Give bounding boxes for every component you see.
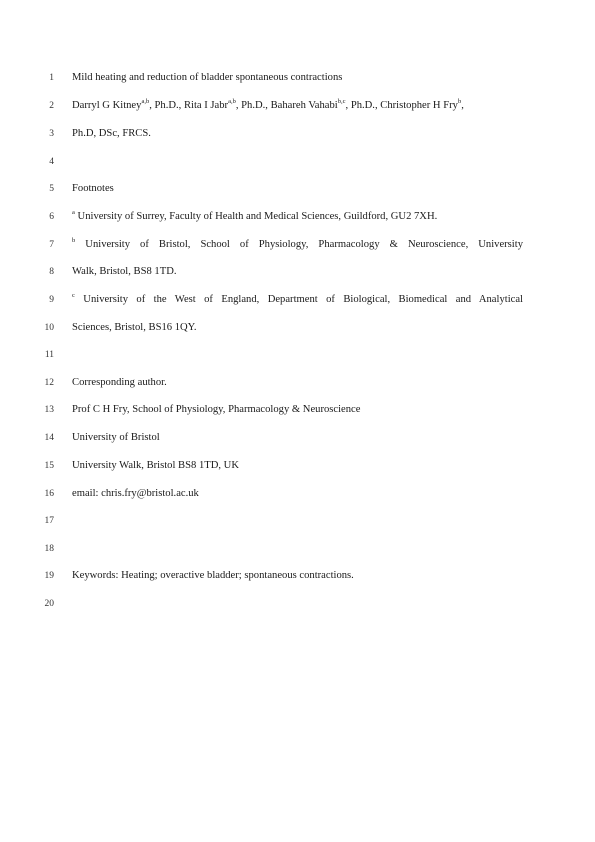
footnote-a bbox=[72, 207, 523, 227]
keywords: Keywords: Heating; overactive bladder; spontaneous contractions. bbox=[72, 570, 354, 581]
manuscript-line bbox=[0, 124, 595, 144]
line-number: 20 bbox=[44, 599, 54, 609]
line-number: 17 bbox=[44, 516, 54, 526]
line-number: 11 bbox=[44, 350, 54, 360]
author-degree: , bbox=[461, 100, 464, 111]
footnote-c-continuation: Sciences, Bristol, BS16 1QY. bbox=[72, 322, 197, 333]
manuscript-line bbox=[0, 456, 595, 476]
line-number: 1 bbox=[49, 73, 54, 83]
author-affiliation: b bbox=[457, 98, 462, 105]
line-number: 13 bbox=[44, 405, 54, 415]
author-name: Darryl G Kitney bbox=[72, 100, 142, 111]
author-name: Christopher H Fry bbox=[380, 100, 458, 111]
author-affiliation: b,c bbox=[337, 98, 346, 105]
footnotes-heading: Footnotes bbox=[72, 183, 114, 194]
footnote-text: University of the West of England, Department of Biological, Biomedical and Analytical bbox=[83, 294, 523, 305]
author-name: Rita I Jabr bbox=[183, 100, 229, 111]
author-degree: , Ph.D., bbox=[345, 100, 381, 111]
line-number: 16 bbox=[44, 489, 54, 499]
footnote-text: University of Bristol, School of Physiology, Pharmacology & Neuroscience, University bbox=[85, 239, 523, 250]
line-number: 2 bbox=[49, 101, 54, 111]
manuscript-line bbox=[0, 566, 595, 586]
line-number: 4 bbox=[49, 157, 54, 167]
corresponding-author-institution: University of Bristol bbox=[72, 432, 160, 443]
manuscript-line bbox=[0, 345, 595, 365]
manuscript-line bbox=[0, 428, 595, 448]
line-number: 9 bbox=[49, 295, 54, 305]
footnote-mark: b bbox=[72, 237, 76, 244]
manuscript-line bbox=[0, 290, 595, 310]
manuscript-line bbox=[0, 373, 595, 393]
paper-title: Mild heating and reduction of bladder spontaneous contractions bbox=[72, 72, 343, 83]
manuscript-line bbox=[0, 207, 595, 227]
author-affiliation: a,b bbox=[141, 98, 150, 105]
manuscript-line bbox=[0, 511, 595, 531]
manuscript-line bbox=[0, 400, 595, 420]
author-name: Bahareh Vahabi bbox=[270, 100, 338, 111]
line-number: 14 bbox=[44, 433, 54, 443]
author-affiliation: a,b bbox=[228, 98, 236, 105]
line-number: 19 bbox=[44, 571, 54, 581]
line-number: 6 bbox=[49, 212, 54, 222]
footnote-c bbox=[72, 290, 523, 310]
author-degree: , Ph.D., bbox=[149, 100, 184, 111]
line-number: 10 bbox=[44, 323, 54, 333]
line-number: 8 bbox=[49, 267, 54, 277]
manuscript-line bbox=[0, 539, 595, 559]
manuscript-line bbox=[0, 152, 595, 172]
manuscript-line bbox=[0, 318, 595, 338]
manuscript-line bbox=[0, 594, 595, 614]
corresponding-author-name: Prof C H Fry, School of Physiology, Pharmacology & Neuroscience bbox=[72, 404, 361, 415]
line-number: 7 bbox=[49, 240, 54, 250]
footnote-b bbox=[72, 235, 523, 255]
footnote-text: University of Surrey, Faculty of Health and Medical Sciences, Guildford, GU2 7XH. bbox=[77, 211, 438, 222]
line-number: 3 bbox=[49, 129, 54, 139]
corresponding-author-email: email: chris.fry@bristol.ac.uk bbox=[72, 488, 199, 499]
author-degree-continuation: Ph.D, DSc, FRCS. bbox=[72, 128, 151, 139]
line-number: 15 bbox=[44, 461, 54, 471]
footnote-mark: c bbox=[72, 292, 75, 299]
corresponding-author-heading: Corresponding author. bbox=[72, 377, 167, 388]
author-degree: , Ph.D., bbox=[235, 100, 271, 111]
author-list bbox=[72, 96, 523, 116]
manuscript-line bbox=[0, 235, 595, 255]
manuscript-line bbox=[0, 96, 595, 116]
line-number: 12 bbox=[44, 378, 54, 388]
manuscript-line bbox=[0, 262, 595, 282]
manuscript-line bbox=[0, 68, 595, 88]
footnote-b-continuation: Walk, Bristol, BS8 1TD. bbox=[72, 266, 177, 277]
manuscript-line bbox=[0, 179, 595, 199]
footnote-mark: a bbox=[72, 209, 75, 216]
manuscript-line bbox=[0, 484, 595, 504]
corresponding-author-address: University Walk, Bristol BS8 1TD, UK bbox=[72, 460, 239, 471]
line-number: 18 bbox=[44, 544, 54, 554]
line-number: 5 bbox=[49, 184, 54, 194]
